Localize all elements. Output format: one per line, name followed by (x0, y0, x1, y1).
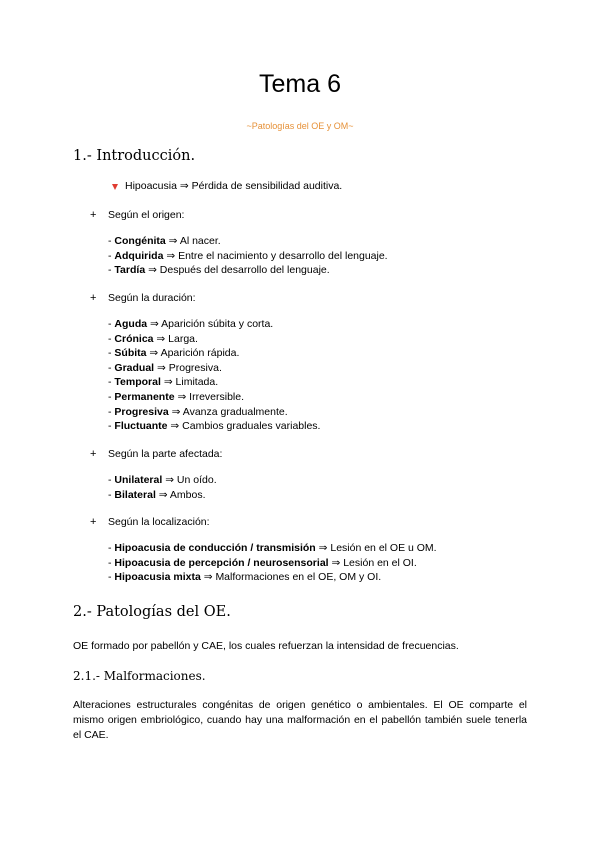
implies-arrow: ⇒ (179, 180, 189, 192)
dash: - (108, 347, 115, 360)
list-item (108, 250, 388, 262)
implies-arrow: ⇒ (155, 488, 170, 501)
group-label: Según la parte afectada: (108, 448, 223, 460)
implies-arrow: ⇒ (315, 542, 331, 554)
group-label: Según el origen: (108, 209, 185, 221)
dash: - (108, 376, 115, 389)
implies-arrow: ⇒ (147, 318, 162, 330)
dash: - (108, 391, 115, 403)
item-text: Aparición súbita y corta. (161, 318, 274, 330)
plus-bullet-icon: + (90, 209, 97, 221)
section-heading-patologias-oe: 2.- Patologías del OE. (73, 604, 231, 620)
group-label: Según la localización: (108, 516, 210, 528)
item-text: Lesión en el OE u OM. (330, 542, 437, 554)
implies-arrow: ⇒ (154, 361, 169, 374)
list-item (108, 489, 206, 501)
dash: - (108, 249, 115, 262)
section-intro-text: OE formado por pabellón y CAE, los cuales refuerzan la intensidad de frecuencias. (73, 640, 459, 652)
item-text: Aparición rápida. (160, 347, 240, 360)
item-term: Hipoacusia de percepción / neurosensorial (114, 556, 329, 569)
list-item (108, 391, 244, 403)
section-heading-introduccion: 1.- Introducción. (73, 148, 196, 164)
item-term: Tardía (114, 264, 146, 277)
implies-arrow: ⇒ (153, 332, 169, 345)
subsection-heading-malformaciones: 2.1.- Malformaciones. (73, 669, 206, 683)
item-text: Lesión en el OI. (343, 556, 417, 569)
item-term: Bilateral (114, 488, 156, 501)
list-item (108, 362, 222, 374)
dash: - (108, 318, 115, 330)
page-title: Tema 6 (259, 70, 341, 98)
dash: - (108, 361, 115, 374)
definition-line (125, 180, 342, 192)
dash: - (108, 556, 115, 569)
item-text: Larga. (168, 332, 198, 345)
item-term: Permanente (114, 391, 175, 403)
implies-arrow: ⇒ (328, 556, 344, 569)
item-text: Ambos. (169, 488, 206, 501)
item-term: Fluctuante (114, 420, 168, 433)
definition-term: Hipoacusia (125, 180, 177, 192)
item-term: Aguda (114, 318, 148, 330)
implies-arrow: ⇒ (146, 347, 161, 360)
triangle-bullet-icon (112, 184, 118, 190)
list-item (108, 474, 217, 486)
list-item (108, 542, 437, 554)
dash: - (108, 488, 115, 501)
malformaciones-paragraph: Alteraciones estructurales congénitas de origen genético o ambientales. El OE comparte el mismo origen embriológico, cuando hay una malformación en el pabellón también suele tenerla el CAE. (73, 699, 527, 741)
list-item (108, 347, 239, 359)
implies-arrow: ⇒ (163, 249, 179, 262)
item-term: Adquirida (114, 249, 164, 262)
dash: - (108, 235, 115, 247)
implies-arrow: ⇒ (167, 420, 183, 433)
item-term: Súbita (114, 347, 147, 360)
implies-arrow: ⇒ (162, 474, 177, 486)
group-label: Según la duración: (108, 292, 196, 304)
item-text: Un oído. (176, 474, 217, 486)
dash: - (108, 264, 115, 277)
item-text: Cambios graduales variables. (182, 420, 321, 433)
plus-bullet-icon: + (90, 448, 97, 460)
dash: - (108, 405, 115, 418)
dash: - (108, 474, 115, 486)
item-text: Irreversible. (189, 391, 245, 403)
implies-arrow: ⇒ (168, 405, 183, 418)
list-item (108, 264, 330, 276)
list-item (108, 571, 381, 583)
item-term: Temporal (114, 376, 161, 389)
list-item (108, 376, 218, 388)
item-term: Progresiva (114, 405, 169, 418)
list-item (108, 235, 221, 247)
item-term: Crónica (114, 332, 154, 345)
item-term: Hipoacusia mixta (114, 571, 201, 584)
item-text: Progresiva. (168, 361, 222, 374)
dash: - (108, 332, 115, 345)
implies-arrow: ⇒ (174, 391, 190, 403)
list-item (108, 318, 273, 330)
list-item (108, 420, 320, 432)
plus-bullet-icon: + (90, 292, 97, 304)
item-text: Limitada. (175, 376, 219, 389)
item-text: Al nacer. (179, 235, 221, 247)
list-item (108, 406, 288, 418)
item-text: Después del desarrollo del lenguaje. (159, 264, 330, 277)
item-term: Gradual (114, 361, 155, 374)
dash: - (108, 571, 115, 584)
item-term: Unilateral (114, 474, 163, 486)
item-text: Entre el nacimiento y desarrollo del lenguaje. (178, 249, 388, 262)
item-term: Hipoacusia de conducción / transmisión (114, 542, 316, 554)
dash: - (108, 542, 115, 554)
page-subtitle: ~Patologías del OE y OM~ (246, 121, 354, 131)
implies-arrow: ⇒ (200, 571, 216, 584)
dash: - (108, 420, 115, 433)
implies-arrow: ⇒ (145, 264, 160, 277)
plus-bullet-icon: + (90, 516, 97, 528)
list-item (108, 333, 198, 345)
implies-arrow: ⇒ (160, 376, 176, 389)
item-term: Congénita (114, 235, 166, 247)
list-item (108, 557, 417, 569)
item-text: Malformaciones en el OE, OM y OI. (215, 571, 382, 584)
definition-text: Pérdida de sensibilidad auditiva. (191, 180, 343, 192)
item-text: Avanza gradualmente. (182, 405, 288, 418)
implies-arrow: ⇒ (165, 235, 180, 247)
